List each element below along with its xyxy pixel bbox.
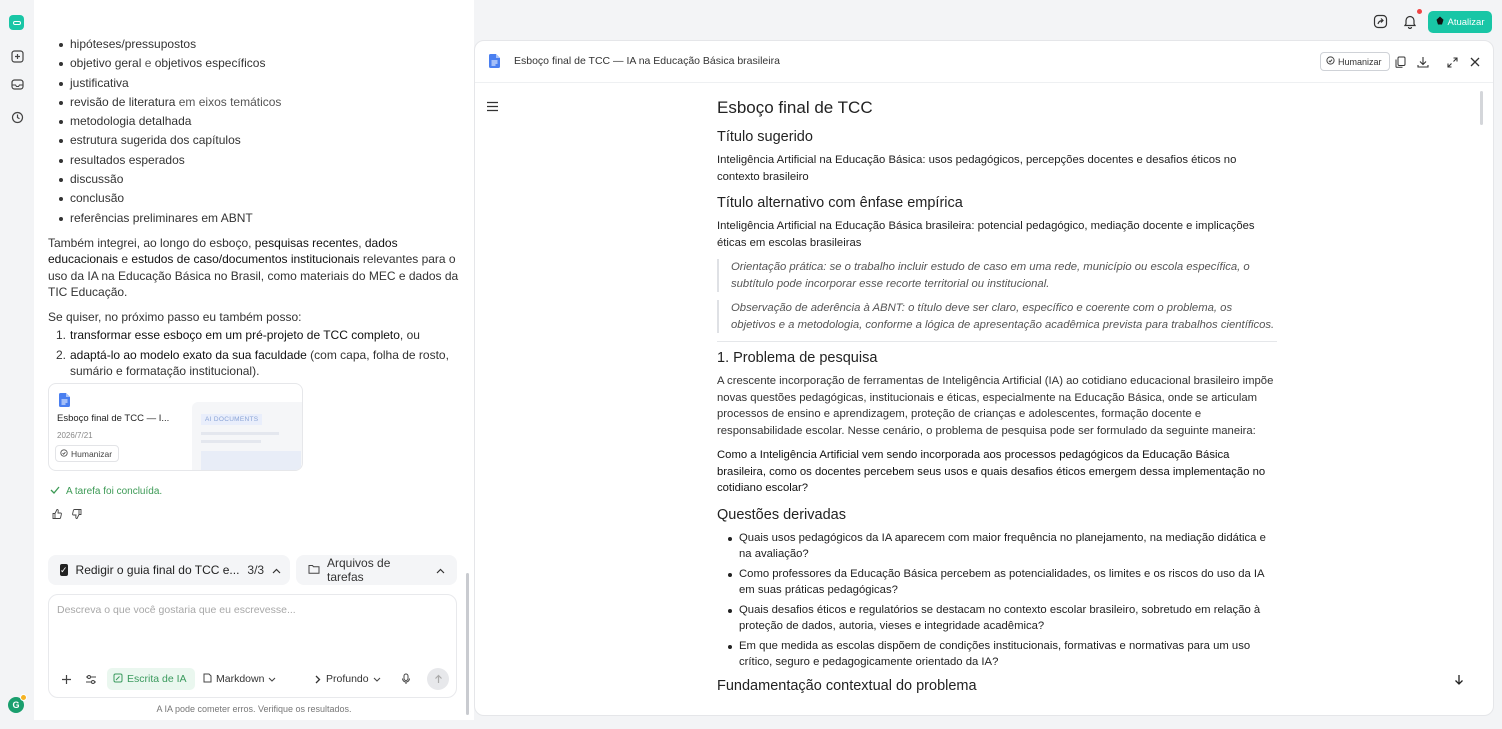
list-item: revisão de literatura em eixos temáticos (48, 94, 460, 113)
chevron-down-icon (268, 673, 276, 685)
disclaimer: A IA pode cometer erros. Verifique os resultados. (156, 704, 352, 714)
message-paragraph: Também integrei, ao longo do esboço, pesquisas recentes, dados educacionais e estudos de caso/documentos institucionais relevantes para o uso da IA na Educação Básica no Brasil, como materiais do MEC e dados da TIC Educação. (48, 235, 459, 300)
list-item: discussão (48, 171, 460, 190)
table-of-contents-icon[interactable] (486, 101, 499, 115)
document-heading: Esboço final de TCC (717, 98, 873, 117)
list-item: referências preliminares em ABNT (48, 210, 460, 229)
list-item: Quais usos pedagógicos da IA aparecem com maior frequência no planejamento, na mediação didática e na avaliação? (717, 530, 1277, 563)
blockquote: Orientação prática: se o trabalho incluir estudo de caso em uma rede, município ou escola específica, o subtítulo pode incorporar esse recorte territorial ou institucional. (717, 259, 1277, 292)
send-button[interactable] (427, 668, 449, 690)
task-files-chip[interactable]: Arquivos de tarefas (296, 555, 457, 585)
left-rail (0, 0, 34, 729)
prompt-input[interactable]: Descreva o que você gostaria que eu escrevesse... (57, 604, 296, 616)
thumbs-down-icon[interactable] (72, 508, 82, 522)
chevron-up-icon (272, 563, 281, 577)
document-scrollbar[interactable] (1480, 91, 1483, 125)
scroll-down-arrow-icon[interactable] (1450, 670, 1468, 688)
microphone-icon[interactable] (401, 668, 411, 690)
doc-file-icon (59, 393, 70, 410)
list-item: objetivo geral e objetivos específicos (48, 55, 460, 74)
list-item: metodologia detalhada (48, 113, 460, 132)
app-logo[interactable] (9, 15, 24, 30)
humanize-button[interactable]: Humanizar (1320, 52, 1390, 71)
list-item: 1. transformar esse esboço em um pré-projeto de TCC completo, ou (56, 328, 420, 343)
folder-icon (308, 563, 320, 577)
list-item: 2. adaptá-lo ao modelo exato da sua faculdade (com capa, folha de rosto, sumário e formatação institucional). (56, 347, 449, 379)
depth-dropdown[interactable]: Profundo (326, 668, 381, 690)
list-item: estrutura sugerida dos capítulos (48, 132, 460, 151)
list-item: hipóteses/pressupostos (48, 36, 460, 55)
section-heading: 1. Problema de pesquisa (717, 350, 878, 366)
new-chat-icon[interactable] (8, 47, 26, 65)
outline-bullets (48, 36, 460, 229)
research-question: Como a Inteligência Artificial vem sendo incorporada aos processos pedagógicos da Educação Básica brasileira, como os docentes percebem seus usos e quais desafios éticos emergem dessa implementação no cotidiano escolar? (717, 449, 1266, 494)
document-card-date: 2026/7/21 (57, 431, 93, 440)
section-heading: Questões derivadas (717, 506, 846, 523)
preview-chip: AI DOCUMENTS (201, 414, 262, 425)
task-complete-status: A tarefa foi concluída. (50, 486, 162, 497)
task-progress-chip[interactable]: ✓ Redigir o guia final do TCC e... 3/3 (48, 555, 290, 585)
divider (717, 341, 1277, 342)
chat-scrollbar[interactable] (466, 573, 469, 715)
document-card[interactable] (48, 383, 303, 471)
bell-icon[interactable] (1401, 12, 1419, 30)
blockquote: Observação de aderência à ABNT: o título deve ser claro, específico e coerente com o problema, os objetivos e a metodologia, conforme a lógica de apresentação acadêmica prevista para trabalhos científicos. (717, 300, 1277, 333)
document-title: Esboço final de TCC — IA na Educação Básica brasileira (514, 55, 780, 67)
composer-toolbar (49, 668, 458, 690)
ai-writing-icon (113, 673, 123, 686)
share-icon[interactable] (1371, 12, 1389, 30)
document-icon (203, 673, 212, 686)
ai-writing-toggle[interactable]: Escrita de IA (107, 668, 195, 690)
next-steps-list (48, 327, 460, 380)
user-avatar[interactable]: G (8, 697, 24, 713)
list-item: Quais desafios éticos e regulatórios se destacam no contexto escolar brasileiro, sobretudo em relação à proteção de dados, autoria, vieses e integridade acadêmica? (717, 602, 1277, 635)
avatar-badge (20, 694, 27, 701)
history-icon[interactable] (8, 108, 26, 126)
humanize-icon (60, 449, 68, 459)
chat-messages (34, 0, 474, 545)
humanize-icon (1326, 56, 1335, 67)
document-panel (474, 40, 1494, 716)
chevron-down-icon (373, 673, 381, 685)
feedback-buttons (52, 508, 82, 522)
download-icon[interactable] (1415, 54, 1431, 70)
paragraph: Inteligência Artificial na Educação Básica: usos pedagógicos, percepções docentes e desafios éticos no contexto brasileiro (717, 154, 1237, 183)
document-card-title: Esboço final de TCC — I... (57, 413, 170, 424)
list-item: conclusão (48, 190, 460, 209)
list-item: Como professores da Educação Básica percebem as potencialidades, os limites e os riscos do uso da IA em suas práticas pedagógicas? (717, 566, 1277, 599)
upgrade-button[interactable]: Atualizar (1428, 11, 1492, 33)
expand-icon[interactable] (1444, 54, 1460, 70)
list-item: justificativa (48, 75, 460, 94)
checkbox-icon: ✓ (60, 564, 68, 575)
check-icon (50, 486, 60, 497)
chevron-up-icon (436, 563, 445, 577)
section-heading: Título sugerido (717, 129, 813, 145)
section-heading: Título alternativo com ênfase empírica (717, 195, 963, 211)
notification-dot (1417, 9, 1422, 14)
humanize-button[interactable]: Humanizar (55, 445, 119, 462)
document-card-preview (192, 402, 303, 471)
format-dropdown[interactable]: Markdown (203, 668, 276, 690)
list-item: resultados esperados (48, 152, 460, 171)
upgrade-icon (1436, 16, 1444, 28)
thumbs-up-icon[interactable] (52, 508, 62, 522)
document-header (475, 41, 1494, 83)
inbox-icon[interactable] (8, 75, 26, 93)
doc-file-icon (489, 54, 500, 71)
section-heading: Fundamentação contextual do problema (717, 677, 977, 694)
message-composer[interactable] (48, 594, 457, 698)
copy-icon[interactable] (1392, 54, 1408, 70)
plus-icon[interactable] (61, 668, 72, 690)
assistant-message (48, 36, 460, 383)
list-item: Em que medida as escolas dispõem de condições institucionais, formativas e normativas para um uso crítico, seguro e pedagogicamente orientado da IA? (717, 638, 1277, 671)
document-body (717, 97, 1277, 701)
derived-questions-list (717, 530, 1277, 671)
paragraph: Inteligência Artificial na Educação Básica brasileira: potencial pedagógico, mediação docente e implicações éticas em escolas brasileiras (717, 220, 1255, 249)
chevron-right-icon[interactable] (315, 668, 321, 690)
message-paragraph: Se quiser, no próximo passo eu também posso: (48, 309, 302, 324)
paragraph: A crescente incorporação de ferramentas de Inteligência Artificial (IA) ao cotidiano educacional brasileiro impõe novas questões pedagógicas, institucionais e éticas, especialmente na Educação Básica, onde se articulam processos de ensino e aprendizagem, proteção de crianças e adolescentes, formação docente e responsabilidade escolar. Nesse cenário, o problema de pesquisa pode ser formulado da seguinte maneira: (717, 375, 1274, 437)
chat-panel (34, 0, 474, 720)
settings-sliders-icon[interactable] (85, 668, 97, 690)
close-icon[interactable] (1467, 54, 1483, 70)
